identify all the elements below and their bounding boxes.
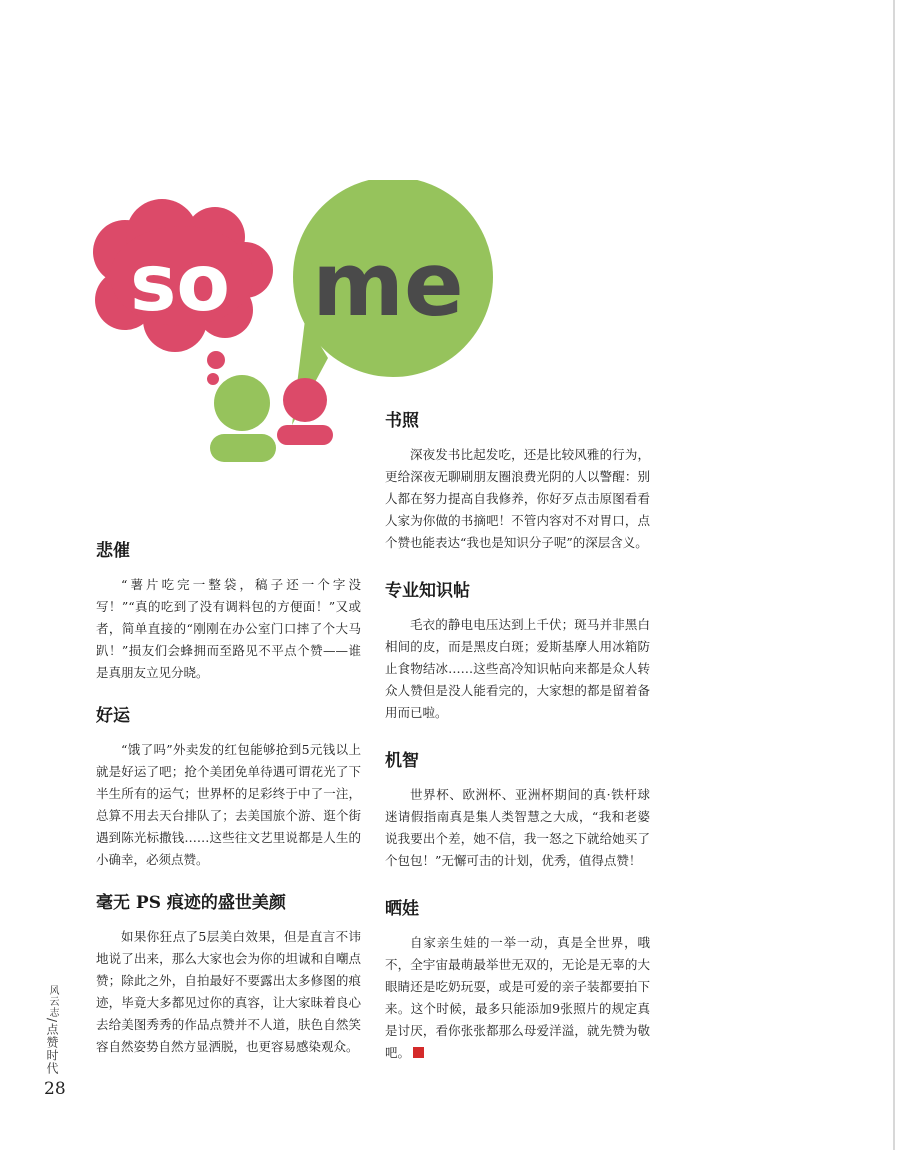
- folio-separator: /: [45, 1018, 59, 1024]
- logo-so-text: so: [129, 239, 231, 329]
- section-beicui: [96, 540, 361, 684]
- section-meiyan: [96, 892, 361, 1058]
- right-column: [385, 410, 650, 1064]
- section-body: 如果你狂点了5层美白效果，但是直言不讳地说了出来，那么大家也会为你的坦诚和自嘲点赞；除此之外，自拍最好不要露出太多修图的痕迹，毕竟大多都见过你的真容，让大家昧着良心去给美图秀秀的作品点赞并不人道，肤色自然笑容自然姿势自然方显洒脱，也更容易感染观众。: [96, 929, 361, 1054]
- folio-running-head: [44, 985, 60, 1075]
- page-number: 28: [44, 1079, 66, 1100]
- section-title: 专业知识帖: [385, 581, 470, 601]
- page-folio: [44, 985, 70, 1099]
- section-shaiwa: [385, 898, 650, 1064]
- section-body: 毛衣的静电电压达到上千伏；斑马并非黑白相间的皮，而是黑皮白斑；爱斯基摩人用冰箱防止食物结冰……这些高冷知识帖向来都是众人转众人赞但是没人能看完的，大家想的都是留着备用而已啦。: [385, 617, 650, 720]
- section-title: 晒娃: [385, 899, 419, 919]
- logo-me-text: me: [312, 233, 464, 336]
- section-title: 书照: [385, 411, 419, 431]
- section-title: 好运: [96, 706, 130, 726]
- magazine-name: 风云志: [47, 985, 58, 1018]
- person-icon-green: [210, 375, 276, 462]
- left-column: [96, 540, 361, 1058]
- section-body-last: [385, 932, 650, 1064]
- section-body: “饿了吗”外卖发的红包能够抢到5元钱以上就是好运了吧；抢个美团免单待遇可谓花光了下半生所有的运气；世界杯的足彩终于中了一注，总算不用去天台排队了；去美国旅个游、逛个街遇到陈光标撒钱……这些往文艺里说都是人生的小确幸，必须点赞。: [96, 742, 361, 867]
- person-icon-pink: [277, 378, 333, 445]
- section-zhuanye: [385, 580, 650, 724]
- column-name: 点赞时代: [45, 1023, 59, 1076]
- section-jizhi: [385, 750, 650, 872]
- section-body: 世界杯、欧洲杯、亚洲杯期间的真·铁杆球迷请假指南真是集人类智慧之大成，“我和老婆说我要出个差，她不信，我一怒之下就给她买了个包包！”无懈可击的计划，优秀，值得点赞！: [385, 787, 650, 868]
- square-end-mark-icon: [413, 1047, 424, 1058]
- section-body: 深夜发书比起发吃，还是比较风雅的行为，更给深夜无聊刷朋友圈浪费光阴的人以警醒：别人都在努力提高自我修养，你好歹点击原图看看人家为你做的书摘吧！不管内容对不对胃口，点个赞也能表达“我也是知识分子呢”的深层含义。: [385, 447, 650, 550]
- section-title: 机智: [385, 751, 419, 771]
- section-title: 悲催: [96, 541, 130, 561]
- section-body: “薯片吃完一整袋，稿子还一个字没写！”“真的吃到了没有调料包的方便面！”又或者，简单直接的“刚刚在办公室门口摔了个大马趴！”损友们会蜂拥而至路见不平点个赞——谁是真朋友立见分晓。: [96, 577, 361, 680]
- section-shuzhao: [385, 410, 650, 554]
- section-haoyun: [96, 705, 361, 871]
- section-title: 毫无 PS 痕迹的盛世美颜: [96, 893, 286, 913]
- section-body: 自家亲生娃的一举一动，真是全世界，哦不，全宇宙最萌最举世无双的，无论是无辜的大眼睛还是吃奶玩耍，或是可爱的亲子装都要拍下来。这个时候，最多只能添加9张照片的规定真是讨厌，看你张张都那么母爱洋溢，就先赞为敬吧。: [385, 935, 650, 1060]
- page-edge-line: [893, 0, 895, 1150]
